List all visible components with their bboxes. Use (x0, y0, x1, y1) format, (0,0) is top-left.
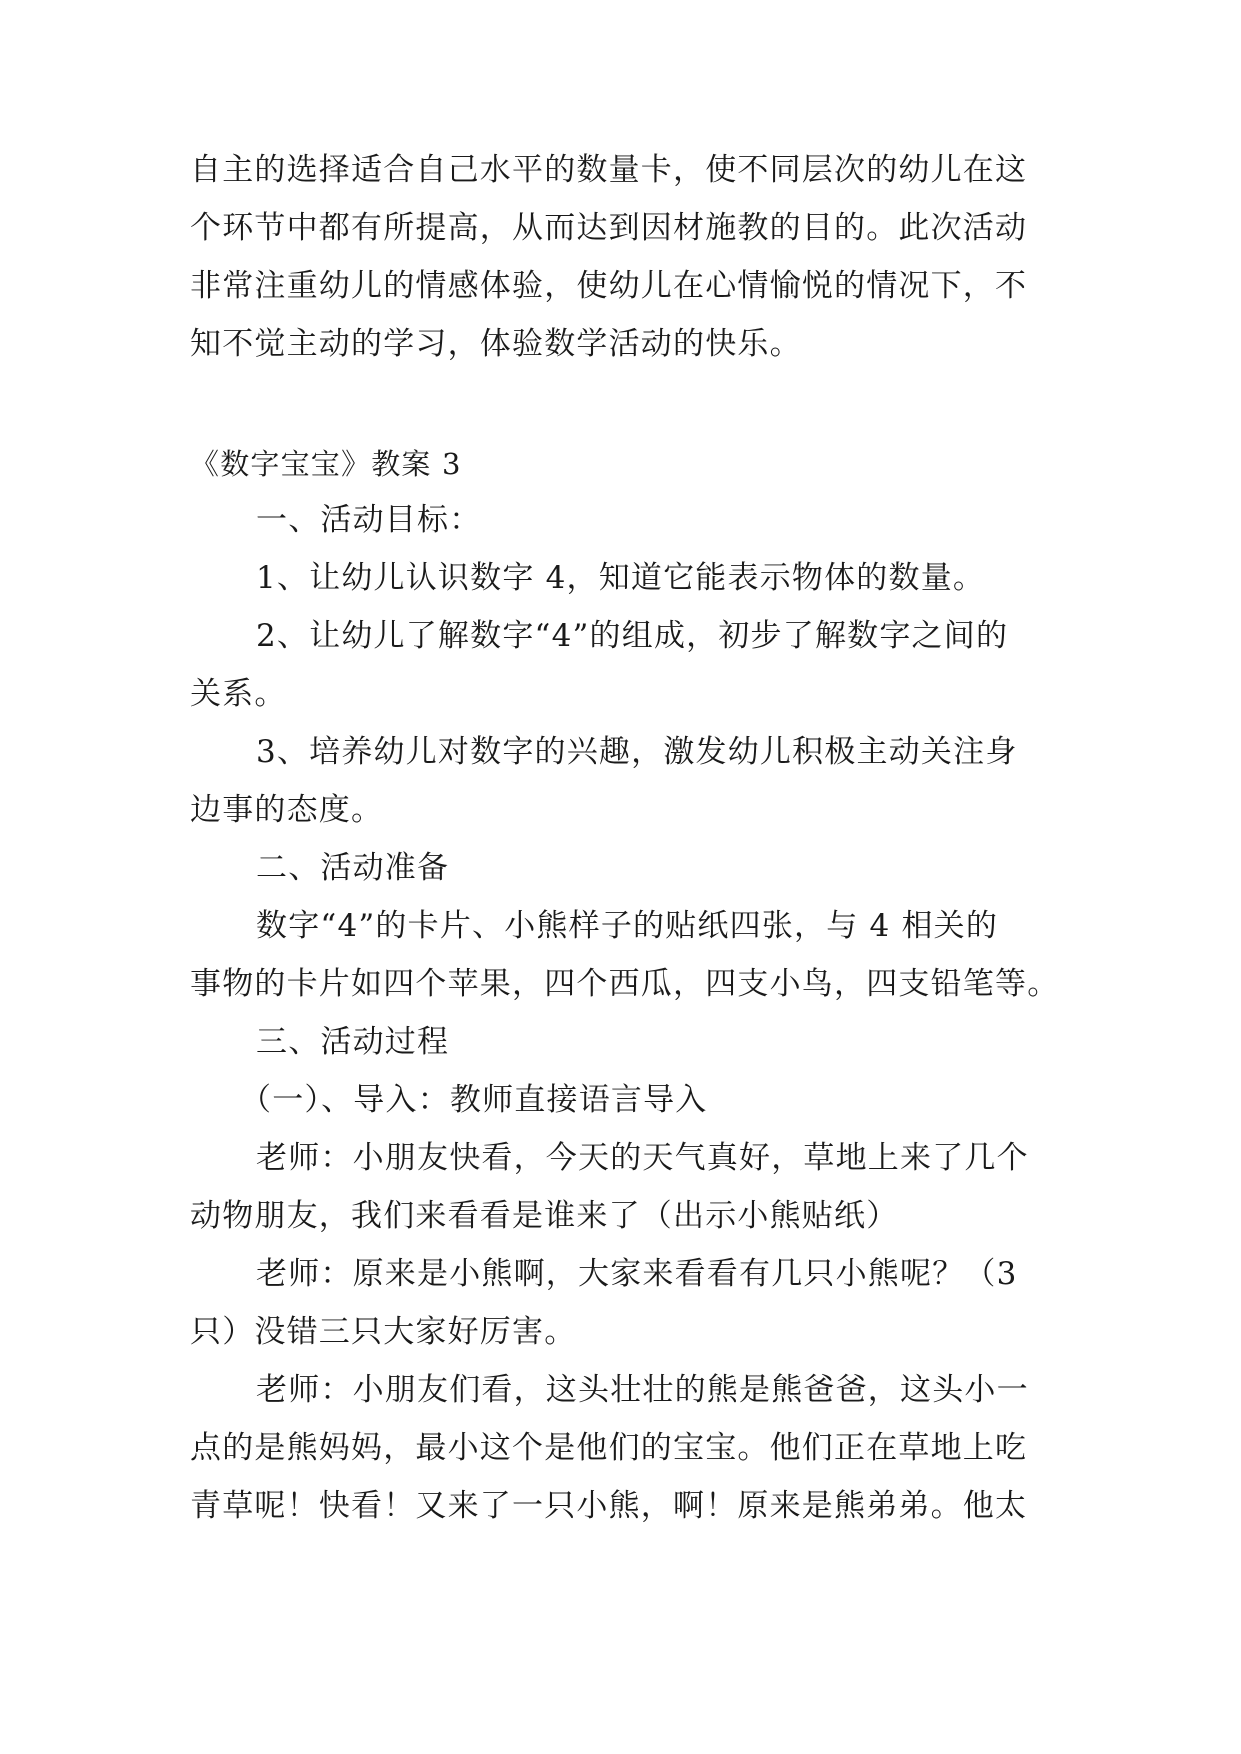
paragraph-line: 事物的卡片如四个苹果，四个西瓜，四支小鸟，四支铅笔等。 (190, 966, 1060, 1002)
paragraph-line: 老师：原来是小熊啊，大家来看看有几只小熊呢？（3 (256, 1256, 1018, 1292)
paragraph-line: 青草呢！快看！又来了一只小熊，啊！原来是熊弟弟。他太 (190, 1488, 1028, 1524)
paragraph-line: 老师：小朋友们看，这头壮壮的熊是熊爸爸，这头小一 (256, 1372, 1029, 1408)
paragraph-line: 点的是熊妈妈，最小这个是他们的宝宝。他们正在草地上吃 (190, 1430, 1028, 1466)
paragraph-line: 关系。 (190, 676, 287, 712)
goal-item-3: 3、培养幼儿对数字的兴趣，激发幼儿积极主动关注身 (256, 734, 1018, 770)
paragraph-line: 个环节中都有所提高，从而达到因材施教的目的。此次活动 (190, 210, 1028, 246)
heading-activity-preparation: 二、活动准备 (256, 850, 450, 886)
goal-item-1: 1、让幼儿认识数字 4，知道它能表示物体的数量。 (256, 560, 986, 596)
paragraph-line: 老师：小朋友快看，今天的天气真好，草地上来了几个 (256, 1140, 1029, 1176)
section-title: 《数字宝宝》教案 3 (190, 447, 462, 481)
heading-activity-goals: 一、活动目标： (256, 502, 482, 538)
paragraph-line: 数字“4”的卡片、小熊样子的贴纸四张，与 4 相关的 (256, 908, 999, 944)
paragraph-line: 自主的选择适合自己水平的数量卡，使不同层次的幼儿在这 (190, 152, 1028, 188)
paragraph-line: 动物朋友，我们来看看是谁来了（出示小熊贴纸） (190, 1198, 899, 1234)
heading-activity-process: 三、活动过程 (256, 1024, 450, 1060)
subheading-introduction: （一）、导入：教师直接语言导入 (240, 1082, 708, 1118)
paragraph-line: 非常注重幼儿的情感体验，使幼儿在心情愉悦的情况下，不 (190, 268, 1028, 304)
goal-item-2: 2、让幼儿了解数字“4”的组成，初步了解数字之间的 (256, 618, 1009, 654)
paragraph-line: 边事的态度。 (190, 792, 384, 828)
paragraph-line: 知不觉主动的学习，体验数学活动的快乐。 (190, 326, 802, 362)
paragraph-line: 只）没错三只大家好厉害。 (190, 1314, 577, 1350)
